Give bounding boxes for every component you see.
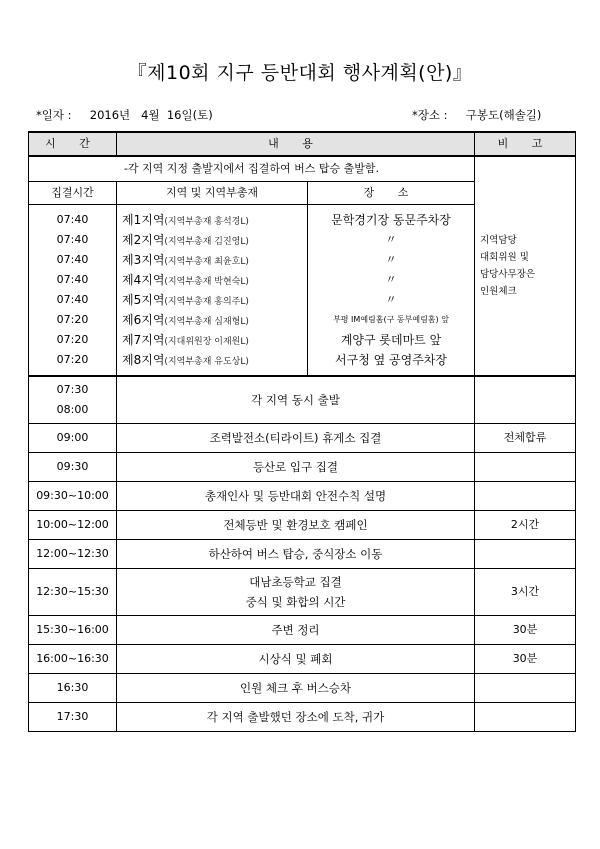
schedule-note: 3시간 xyxy=(475,569,576,616)
region-leader: (지역부총재 박현숙L) xyxy=(164,277,249,287)
region-place: 〃 xyxy=(385,273,397,286)
intro-row xyxy=(29,156,576,182)
sub-header-place: 장 소 xyxy=(308,182,475,205)
schedule-note xyxy=(475,482,576,511)
schedule-time-line: 12:00~12:30 xyxy=(36,547,109,560)
region-time: 07:40 xyxy=(56,253,89,266)
region-place: 〃 xyxy=(385,233,397,246)
schedule-content-line: 하산하여 버스 탑승, 중식장소 이동 xyxy=(208,547,383,561)
schedule-table xyxy=(28,131,576,732)
region-name xyxy=(122,330,307,350)
schedule-time-line: 17:30 xyxy=(56,710,89,723)
region-name xyxy=(122,290,307,310)
schedule-row xyxy=(29,540,576,569)
schedule-time-line: 10:00~12:00 xyxy=(36,518,109,531)
schedule-row xyxy=(29,645,576,674)
region-note: 지역담당 대회위원 및 담당사무장은 인원체크 xyxy=(475,156,576,376)
intro-text: -각 지역 지정 출발지에서 집결하여 버스 탑승 출발함. xyxy=(29,156,475,182)
region-place: 부평 IM예림홈(구 동부예림홈) 앞 xyxy=(333,315,449,324)
region-time: 07:40 xyxy=(56,293,89,306)
region-label: 제8지역 xyxy=(122,353,165,367)
schedule-time-line: 08:00 xyxy=(56,403,89,416)
region-label: 제3지역 xyxy=(122,253,165,267)
date-label: *일자 : xyxy=(36,108,72,122)
region-place: 〃 xyxy=(385,253,397,266)
schedule-content xyxy=(117,540,475,569)
schedule-time xyxy=(29,674,117,703)
schedule-row xyxy=(29,376,576,424)
schedule-row xyxy=(29,674,576,703)
region-time: 07:20 xyxy=(56,353,89,366)
schedule-time-line: 15:30~16:00 xyxy=(36,623,109,636)
schedule-content xyxy=(117,376,475,424)
schedule-time xyxy=(29,569,117,616)
schedule-time-line: 16:30 xyxy=(56,681,89,694)
region-label: 제2지역 xyxy=(122,233,165,247)
schedule-content-line: 조력발전소(티라이트) 휴게소 집결 xyxy=(209,431,382,445)
schedule-time xyxy=(29,376,117,424)
schedule-time xyxy=(29,616,117,645)
region-name xyxy=(122,250,307,270)
region-label: 제1지역 xyxy=(122,213,165,227)
schedule-content-line: 주변 정리 xyxy=(271,623,320,637)
schedule-content-line: 전체등반 및 환경보호 캠페인 xyxy=(223,518,368,532)
schedule-content-line: 대남초등학교 집결 xyxy=(249,575,342,589)
schedule-time xyxy=(29,645,117,674)
region-place: 서구청 옆 공영주차장 xyxy=(335,353,447,367)
region-leader: (지역부총재 심재형L) xyxy=(164,317,249,327)
region-leader: (지역부총재 최윤호L) xyxy=(164,257,249,267)
region-leader: (지역부총재 유도상L) xyxy=(164,357,249,367)
sub-header-region: 지역 및 지역부총재 xyxy=(117,182,308,205)
region-leader: (지대위원장 이재원L) xyxy=(164,337,249,347)
place-label: *장소 : xyxy=(412,108,448,122)
schedule-content xyxy=(117,424,475,453)
schedule-time-line: 09:30 xyxy=(56,460,89,473)
region-leader: (지역부총재 김진영L) xyxy=(164,237,249,247)
header-content: 내 용 xyxy=(117,132,475,156)
schedule-content xyxy=(117,645,475,674)
region-leader: (지역부총재 홍의주L) xyxy=(164,297,249,307)
schedule-note: 2시간 xyxy=(475,511,576,540)
schedule-time xyxy=(29,453,117,482)
region-names xyxy=(117,205,308,377)
schedule-row xyxy=(29,482,576,511)
schedule-content xyxy=(117,453,475,482)
region-name xyxy=(122,230,307,250)
schedule-content-line: 총재인사 및 등반대회 안전수칙 설명 xyxy=(204,489,387,503)
schedule-content xyxy=(117,703,475,732)
region-label: 제6지역 xyxy=(122,313,165,327)
place-info xyxy=(412,107,541,123)
schedule-row xyxy=(29,569,576,616)
schedule-note: 전체합류 xyxy=(475,424,576,453)
schedule-note xyxy=(475,453,576,482)
region-time: 07:40 xyxy=(56,213,89,226)
region-place: 〃 xyxy=(385,293,397,306)
schedule-content xyxy=(117,482,475,511)
header-time: 시 간 xyxy=(29,132,117,156)
schedule-row xyxy=(29,703,576,732)
schedule-note: 30분 xyxy=(475,616,576,645)
region-label: 제7지역 xyxy=(122,333,165,347)
schedule-note xyxy=(475,674,576,703)
schedule-time-line: 09:30~10:00 xyxy=(36,489,109,502)
region-label: 제4지역 xyxy=(122,273,165,287)
region-places xyxy=(308,205,475,377)
region-name xyxy=(122,210,307,230)
schedule-content-line: 시상식 및 폐회 xyxy=(258,652,333,666)
region-name xyxy=(122,350,307,370)
header-note: 비 고 xyxy=(475,132,576,156)
region-time: 07:20 xyxy=(56,313,89,326)
region-place: 계양구 롯데마트 앞 xyxy=(340,333,442,347)
schedule-time xyxy=(29,482,117,511)
region-leader: (지역부총재 홍석경L) xyxy=(164,217,249,227)
schedule-time-line: 07:30 xyxy=(56,383,89,396)
schedule-time xyxy=(29,703,117,732)
schedule-content-line: 인원 체크 후 버스승차 xyxy=(240,681,351,695)
header-row xyxy=(29,132,576,156)
schedule-content xyxy=(117,616,475,645)
schedule-row xyxy=(29,424,576,453)
schedule-content-line: 각 지역 출발했던 장소에 도착, 귀가 xyxy=(206,710,385,724)
region-time: 07:40 xyxy=(56,233,89,246)
schedule-row xyxy=(29,616,576,645)
schedule-content xyxy=(117,511,475,540)
schedule-note xyxy=(475,703,576,732)
schedule-time-line: 09:00 xyxy=(56,431,89,444)
schedule-note xyxy=(475,540,576,569)
region-label: 제5지역 xyxy=(122,293,165,307)
schedule-time xyxy=(29,511,117,540)
region-name xyxy=(122,310,307,330)
schedule-time-line: 12:30~15:30 xyxy=(36,585,109,598)
schedule-content-line: 중식 및 화합의 시간 xyxy=(245,595,346,609)
region-time: 07:20 xyxy=(56,333,89,346)
date-value: 2016년 4월 16일(토) xyxy=(89,108,213,122)
schedule-content-line: 각 지역 동시 출발 xyxy=(251,393,340,407)
document-title: 『제10회 지구 등반대회 행사계획(안)』 xyxy=(127,62,473,84)
schedule-time xyxy=(29,424,117,453)
schedule-note: 30분 xyxy=(475,645,576,674)
schedule-time-line: 16:00~16:30 xyxy=(36,652,109,665)
schedule-content xyxy=(117,674,475,703)
schedule-content-line: 등산로 입구 집결 xyxy=(252,460,339,474)
date-info xyxy=(36,107,213,123)
schedule-note xyxy=(475,376,576,424)
schedule-row xyxy=(29,511,576,540)
region-times xyxy=(29,205,117,377)
region-place: 문학경기장 동문주차장 xyxy=(331,213,451,227)
sub-header-gather-time: 집결시간 xyxy=(29,182,117,205)
region-name xyxy=(122,270,307,290)
place-value: 구봉도(해솔길) xyxy=(465,108,542,122)
schedule-content xyxy=(117,569,475,616)
schedule-time xyxy=(29,540,117,569)
region-time: 07:40 xyxy=(56,273,89,286)
schedule-row xyxy=(29,453,576,482)
